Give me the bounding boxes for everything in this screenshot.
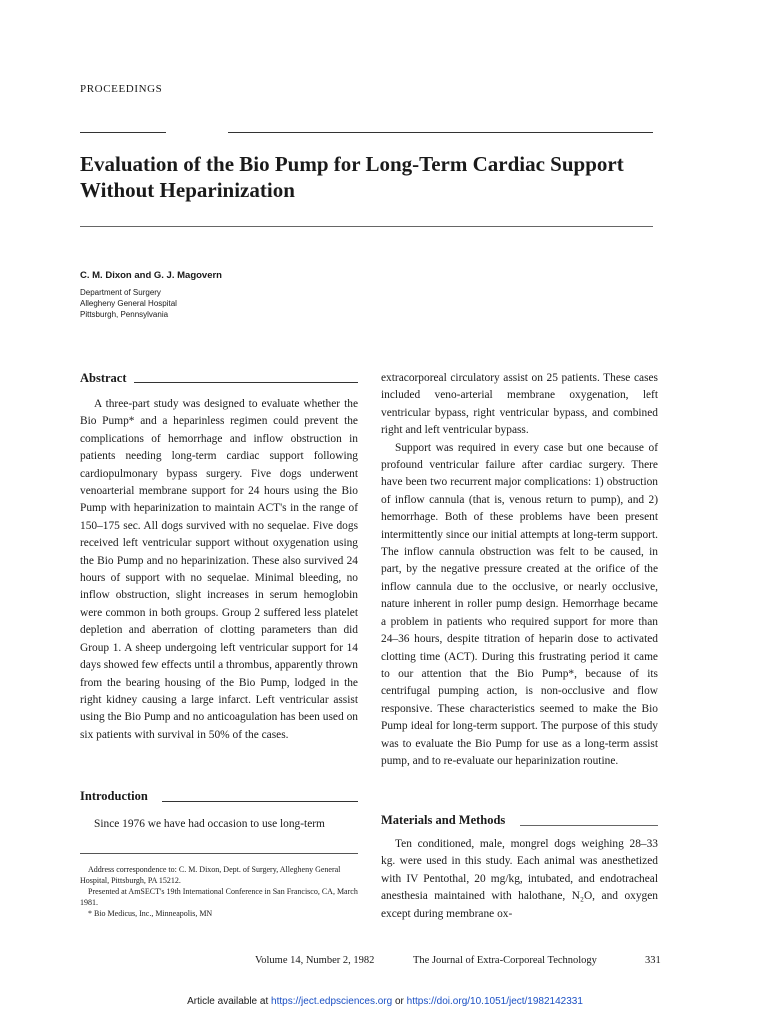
right-paragraph-2: Support was required in every case but one because of profound ventricular failure after cardiac surgery. There have been two recurrent major complications: 1) obstruction of inflow cannula (that is, venous return to pump), and 2) hemorrhage. Both of these problems have been present intermittently since our initial attempts at long-term support. The inflow cannula obstruction was felt to be caused, in part, by the negative pressure created at the orifice of the inflow cannula due to the occlusive, or nearly occlusive, nature inherent in roller pump design. Hemorrhage became a problem in patients who required support for more than 24–36 hours, despite titration of heparin dose to activated clotting time (ACT). During this frustrating period it came to our attention that the Bio Pump*, because of its centrifugal pumping action, is non-occlusive and flow responsive. These characteristics seemed to make the Bio Pump ideal for long-term support. The purpose of this study was to evaluate the Bio Pump for use as a long-term assist pump, and to re-evaluate our heparinization routine. [381,441,658,767]
footnote-manufacturer: * Bio Medicus, Inc., Minneapolis, MN [88,909,213,918]
footer-volume: Volume 14, Number 2, 1982 [255,955,375,966]
footer-journal: The Journal of Extra-Corporeal Technology [413,955,597,966]
methods-heading: Materials and Methods [381,813,506,827]
introduction-body [80,816,358,833]
methods-heading-rule [520,825,658,826]
availability-prefix: Article available at [187,996,269,1007]
footnote-rule [80,853,358,854]
footnote-correspondence: Address correspondence to: C. M. Dixon, Dept. of Surgery, Allegheny General Hospital, Pittsburgh, PA 15212. [80,865,341,885]
methods-text: Ten conditioned, male, mongrel dogs weighing 28–33 kg. were used in this study. Each animal was anesthetized with IV Pentothal, 20 mg/kg, intubated, and endotracheal anesthesia maintained with halothane, N₂O, and oxygen except during membrane ox- [381,838,658,920]
availability-line [0,996,770,1007]
right-paragraph-1: extracorporeal circulatory assist on 25 patients. These cases included veno-arterial membrane oxygenation, left ventricular bypass, right ventricular bypass, and combined right and left ventricular bypass. [381,372,658,437]
title-rule [80,226,653,227]
authors: C. M. Dixon and G. J. Magovern [80,270,222,281]
footnote-presented: Presented at AmSECT's 19th International Conference in San Francisco, CA, March 1981. [80,887,358,907]
abstract-heading: Abstract [80,371,127,385]
introduction-text: Since 1976 we have had occasion to use long-term [94,818,325,830]
footnotes [80,864,360,919]
right-column-body [381,370,658,770]
affiliation [80,287,177,320]
abstract-heading-rule [134,382,358,383]
affiliation-city: Pittsburgh, Pennsylvania [80,310,169,319]
affiliation-department: Department of Surgery [80,288,161,297]
article-title: Evaluation of the Bio Pump for Long-Term Cardiac Support Without Heparinization [80,152,624,202]
top-rule-left [80,132,166,133]
affiliation-hospital: Allegheny General Hospital [80,299,177,308]
doi-link[interactable]: https://doi.org/10.1051/ject/1982142331 [406,996,583,1007]
abstract-body [80,396,358,744]
abstract-text: A three-part study was designed to evaluate whether the Bio Pump* and a heparinless regimen could prevent the complications of hemorrhage and inflow obstruction in patients needing long-term cardiac support following cardiopulmonary bypass surgery. Five dogs underwent venoarterial membrane support for 24 hours using the Bio Pump with heparinization to maintain ACT's in the range of 150–175 sec. All dogs survived with no sequelae. Five dogs received left ventricular support without oxygenation using the Bio Pump and no heparinization. These also survived 24 hours of support with no sequelae. Minimal bleeding, no inflow obstruction, slight increases in serum hemoglobin were common in both groups. Group 2 suffered less platelet depletion and aberration of clotting parameters than did Group 1. A sheep undergoing left ventricular support for 14 days showed few effects until a thrombus, apparently thrown from the bearing housing of the Bio Pump, lodged in the right kidney causing a large infarct. Left ventricular assist using the Bio Pump and no anticoagulation has been used on six patients with survival in 50% of the cases. [80,398,358,741]
top-rule-right [228,132,653,133]
availability-or: or [394,996,404,1007]
footer-page-number: 331 [645,955,661,966]
running-head: PROCEEDINGS [80,83,163,95]
methods-body [381,836,658,923]
introduction-heading-rule [162,801,358,802]
journal-site-link[interactable]: https://ject.edpsciences.org [271,996,393,1007]
introduction-heading: Introduction [80,789,148,803]
